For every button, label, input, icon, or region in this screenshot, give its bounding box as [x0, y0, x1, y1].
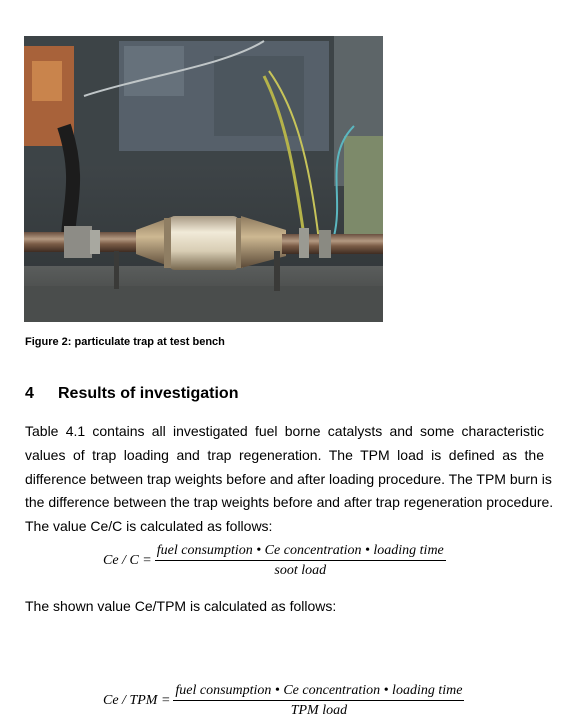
formula-lhs: Ce / C =	[103, 553, 152, 568]
formula-fraction	[173, 683, 464, 719]
particulate-trap-photo	[24, 36, 383, 322]
formula-denominator: soot load	[274, 563, 327, 578]
paragraph-line: The value Ce/C is calculated as follows:	[25, 518, 273, 535]
formula-fraction	[155, 543, 446, 579]
section-title: Results of investigation	[58, 385, 239, 402]
formula-numerator: fuel consumption • Ce concentration • loading time	[173, 683, 464, 701]
body-paragraph	[25, 420, 554, 539]
formula-ce-per-tpm	[103, 683, 464, 719]
figure-caption: Figure 2: particulate trap at test bench	[25, 336, 225, 348]
paragraph-line: Table 4.1 contains all investigated fuel borne catalysts and some characteristic	[25, 423, 544, 439]
paragraph-line: values of trap loading and trap regeneration. The TPM load is defined as the	[25, 446, 544, 463]
formula-ce-per-c	[103, 543, 446, 579]
formula-denominator: TPM load	[290, 703, 348, 718]
formula-lhs: Ce / TPM =	[103, 693, 171, 708]
body-paragraph-2: The shown value Ce/TPM is calculated as follows:	[25, 598, 337, 614]
formula-numerator: fuel consumption • Ce concentration • loading time	[155, 543, 446, 561]
section-heading	[25, 385, 238, 403]
figure-photo	[24, 36, 383, 322]
paragraph-line: difference between trap weights before and after loading procedure. The TPM burn is	[25, 470, 552, 487]
paragraph-line: the difference between the trap weights before and after trap regeneration procedure.	[25, 494, 554, 511]
section-number: 4	[25, 385, 34, 402]
